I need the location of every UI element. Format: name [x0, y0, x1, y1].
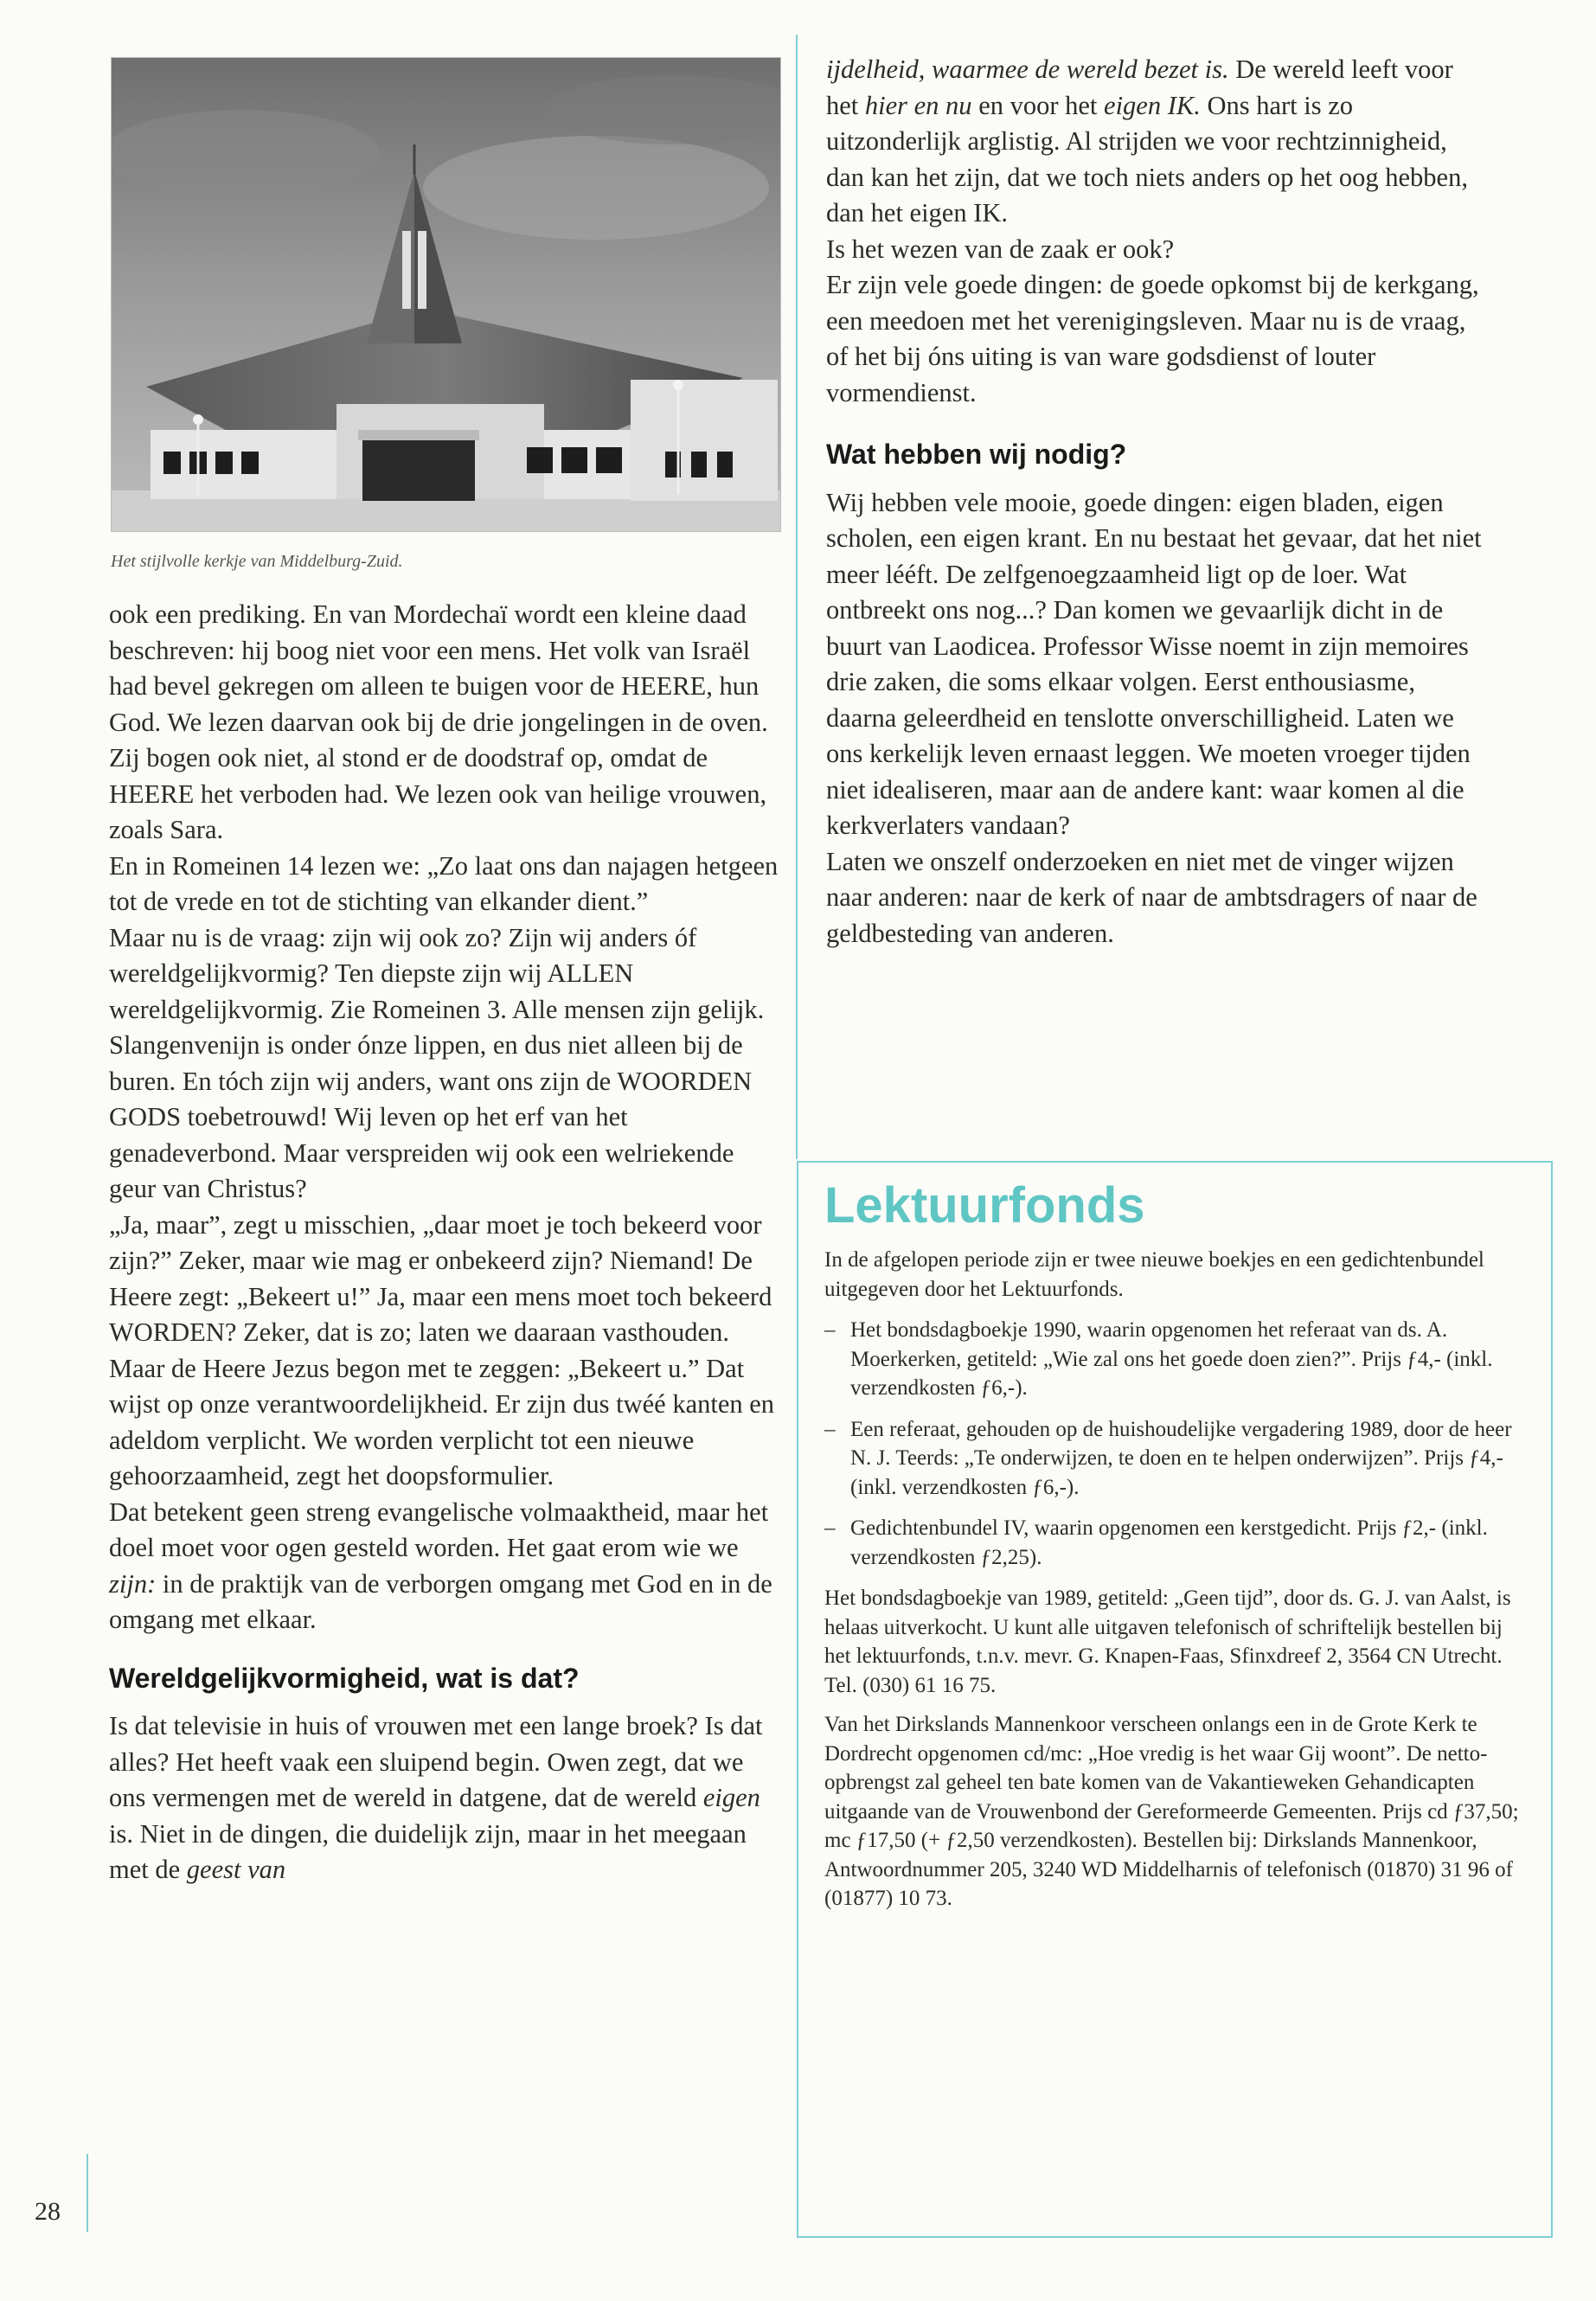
section-heading: Wereldgelijkvormigheid, wat is dat?	[109, 1662, 580, 1694]
section-heading: Wat hebben wij nodig?	[826, 439, 1127, 470]
column-rule	[87, 2154, 88, 2232]
paragraph	[109, 1495, 782, 1638]
list-item-text: Gedichtenbundel IV, waarin opgenomen een kerstgedicht. Prijs ƒ2,- (inkl. verzendkosten ƒ2,25).	[850, 1516, 1488, 1569]
paragraph: Wij hebben vele mooie, goede dingen: eigen bladen, eigen scholen, een eigen krant. En nu bestaat het gevaar, dat het niet meer lééft. De zelfgenoegzaamheid ligt op de loer. Wat ontbreekt ons nog...? Dan komen we gevaarlijk dicht in de buurt van Laodicea. Professor Wisse noemt in zijn memoires drie zaken, die soms elkaar volgen. Eerst enthousiasme, daarna geleerdheid en tenslotte onverschilligheid. Laten we ons kerkelijk leven ernaast leggen. We moeten vroeger tijden niet idealiseren, maar aan de andere kant: waar komen al die kerkverlaters vandaan?	[826, 487, 1482, 840]
text-run: en voor het	[971, 90, 1105, 120]
paragraph: Laten we onszelf onderzoeken en niet met de vinger wijzen naar anderen: naar de kerk of naar de ambtsdragers of naar de geldbesteding van anderen.	[826, 846, 1477, 948]
box-paragraph: Het bondsdagboekje van 1989, getiteld: „Geen tijd”, door ds. G. J. van Aalst, is helaas uitverkocht. U kunt alle uitgaven telefonisch of schriftelijk bestellen bij het lektuurfonds, t.n.v. mevr. G. Knapen-Faas, Sfinxdreef 2, 3564 CN Utrecht. Tel. (030) 61 16 75.	[824, 1586, 1511, 1697]
list-item-text: Het bondsdagboekje 1990, waarin opgenomen het referaat van ds. A. Moerkerken, getiteld: „Wie zal ons het goede doen zien?”. Prijs ƒ4,- (inkl. verzendkosten ƒ6,-).	[850, 1318, 1493, 1400]
paragraph: „Ja, maar”, zegt u misschien, „daar moet je toch bekeerd voor zijn?” Zeker, maar wie mag er onbekeerd zijn? Niemand! De Heere zegt: „Bekeert u!” Ja, maar een mens moet toch bekeerd WORDEN? Zeker, dat is zo; laten we daaraan vasthouden. Maar de Heere Jezus begon met te zeggen: „Bekeert u.” Dat wijst op onze verantwoordelijkheid. Er zijn dus twéé kanten en adeldom verplicht. We worden verplicht tot een nieuwe gehoorzaamheid, zegt het doopsformulier.	[109, 1209, 775, 1490]
church-photo	[111, 57, 781, 532]
photo-caption: Het stijlvolle kerkje van Middelburg-Zuid.	[111, 552, 403, 571]
paragraph	[826, 52, 1484, 232]
dash-bullet-icon: –	[824, 1318, 836, 1342]
dash-bullet-icon: –	[824, 1417, 836, 1441]
list-item	[824, 1316, 1525, 1403]
list-item-text: Een referaat, gehouden op de huishoudelijke vergadering 1989, door de heer N. J. Teerds: „Te onderwijzen, te doen en te helpen onderwijzen”. Prijs ƒ4,- (inkl. verzendkosten ƒ6,-).	[850, 1417, 1512, 1499]
emphasis: eigen IK.	[1104, 90, 1201, 120]
paragraph: Maar nu is de vraag: zijn wij ook zo? Zijn wij anders óf wereldgelijkvormig? Ten diepste zijn wij ALLEN wereldgelijkvormig. Zie Romeinen 3. Alle mensen zijn gelijk. Slangenvenijn is onder ónze lippen, en dus niet alleen bij de buren. En tóch zijn wij anders, want ons zijn de WOORDEN GODS toebetrouwd! Wij leven op het erf van het genadeverbond. Maar verspreiden wij ook een welriekende geur van Christus?	[109, 922, 765, 1203]
text-run: is. Niet in de dingen, die duidelijk zijn, maar in het meegaan met de	[109, 1818, 747, 1884]
page-number: 28	[35, 2197, 61, 2226]
left-column	[109, 597, 782, 1888]
text-run: Is dat televisie in huis of vrouwen met een lange broek? Is dat alles? Het heeft vaak een sluipend begin. Owen zegt, dat we ons vermengen met de wereld in datgene, dat de wereld	[109, 1711, 763, 1812]
list-item	[824, 1514, 1525, 1572]
paragraph: ook een prediking. En van Mordechaï wordt een kleine daad beschreven: hij boog niet voor een mens. Het volk van Israël had bevel gekregen om alleen te buigen voor de HEERE, hun God. We lezen daarvan ook bij de drie jongelingen in de oven. Zij bogen ook niet, al stond er de doodstraf op, omdat de HEERE het verboden had. We lezen ook van heilige vrouwen, zoals Sara.	[109, 599, 768, 844]
box-paragraph: Van het Dirkslands Mannenkoor verscheen onlangs een in de Grote Kerk te Dordrecht opgenomen cd/mc: „Hoe vredig is het waar Gij woont”. De netto-opbrengst zal geheel ten bate komen van de Vakantieweken Gehandicapten uitgaande van de Vrouwenbond der Gereformeerde Gemeenten. Prijs cd ƒ37,50; mc ƒ17,50 (+ ƒ2,50 verzendkosten). Bestellen bij: Dirkslands Mannenkoor, Antwoordnummer 205, 3240 WD Middelharnis of telefonisch (01870) 31 96 of (01877) 10 73.	[824, 1713, 1519, 1910]
column-rule	[796, 35, 798, 1159]
list-item	[824, 1415, 1525, 1503]
dash-bullet-icon: –	[824, 1516, 836, 1540]
emphasis: hier en nu	[864, 90, 972, 120]
right-column	[826, 52, 1484, 952]
publication-list	[824, 1316, 1525, 1572]
paragraph	[109, 1708, 782, 1888]
emphasis: geest van	[186, 1855, 286, 1884]
paragraph: En in Romeinen 14 lezen we: „Zo laat ons dan najagen hetgeen tot de vrede en tot de stichting van elkander dient.”	[109, 850, 779, 916]
emphasis: ijdelheid, waarmee de wereld bezet is.	[826, 54, 1229, 84]
text-run: De wereld leeft voor het	[826, 54, 1453, 120]
emphasis: eigen	[702, 1783, 760, 1812]
text-run: Dat betekent geen streng evangelische volmaaktheid, maar het doel moet voor ogen gesteld worden. Het gaat erom wie we	[109, 1497, 769, 1562]
text-run: Ons hart is zo uitzonderlijk arglistig. Al strijden we voor rechtzinnigheid, dan kan het zijn, dat we toch niets anders op het oog hebben, dan het eigen IK.	[826, 90, 1468, 228]
paragraph: Er zijn vele goede dingen: de goede opkomst bij de kerkgang, een meedoen met het verenigingsleven. Maar nu is de vraag, of het bij óns uiting is van ware godsdienst of louter vormendienst.	[826, 270, 1479, 407]
box-intro: In de afgelopen periode zijn er twee nieuwe boekjes en een gedichtenbundel uitgegeven door het Lektuurfonds.	[824, 1248, 1484, 1301]
emphasis: zijn:	[109, 1568, 157, 1599]
paragraph: Is het wezen van de zaak er ook?	[826, 234, 1175, 264]
lektuurfonds-box	[797, 1161, 1553, 2238]
text-run: in de praktijk van de verborgen omgang met God en in de omgang met elkaar.	[109, 1568, 772, 1634]
box-title: Lektuurfonds	[824, 1177, 1145, 1234]
